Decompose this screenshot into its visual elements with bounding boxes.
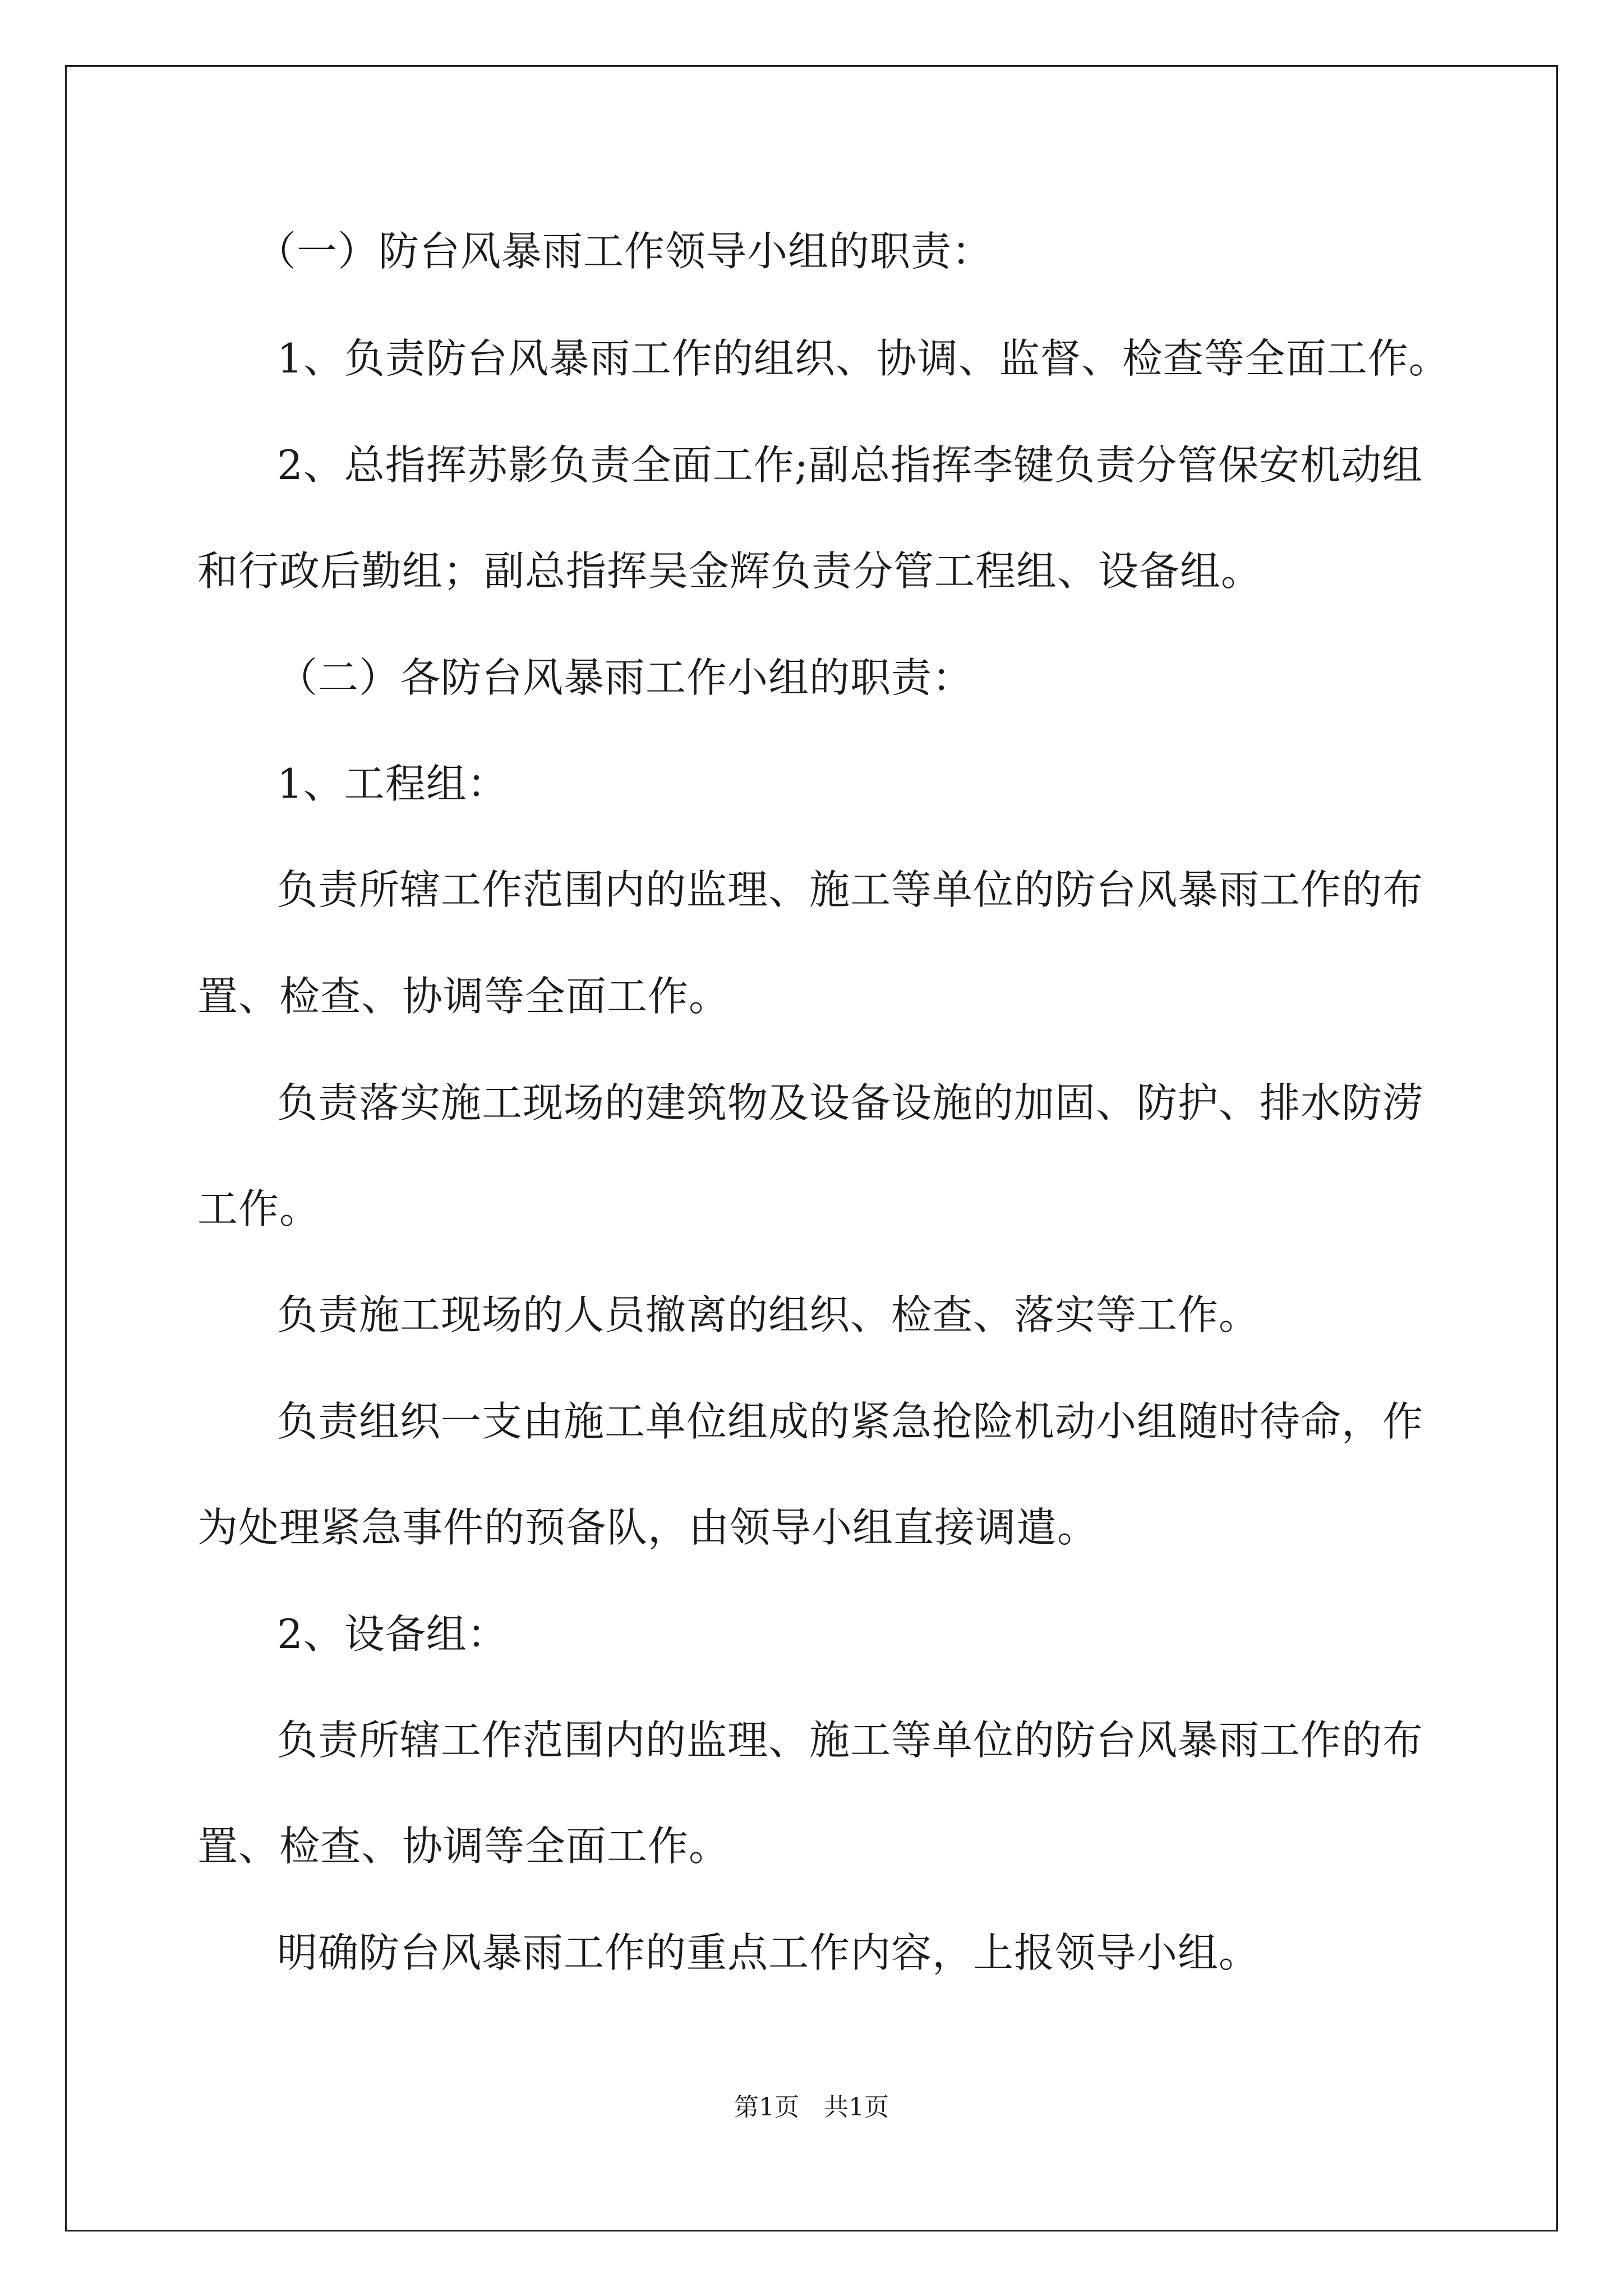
subsection-heading: 2、设备组： [277,1611,508,1658]
paragraph-line: 负责所辖工作范围内的监理、施工等单位的防台风暴雨工作的布 [277,866,1424,913]
paragraph-line: 工作。 [197,1185,321,1232]
page-footer [0,2095,1623,2120]
paragraph-line: 为处理紧急事件的预备队，由领导小组直接调遣。 [197,1504,1099,1551]
paragraph-line: 置、检查、协调等全面工作。 [197,973,730,1020]
subsection-heading: 1、工程组： [277,760,508,807]
paragraph-line: 和行政后勤组；副总指挥吴金辉负责分管工程组、设备组。 [197,547,1262,595]
paragraph-line: 2、总指挥苏影负责全面工作;副总指挥李键负责分管保安机动组 [277,441,1423,489]
paragraph-line: 负责所辖工作范围内的监理、施工等单位的防台风暴雨工作的布 [277,1717,1424,1764]
page-number: 第1页 共1页 [734,2093,889,2122]
paragraph-line: 明确防台风暴雨工作的重点工作内容，上报领导小组。 [277,1929,1260,1976]
section-heading-2: （二）各防台风暴雨工作小组的职责： [277,654,974,701]
paragraph-line: 负责施工现场的人员撤离的组织、检查、落实等工作。 [277,1291,1260,1338]
paragraph-line: 置、检查、协调等全面工作。 [197,1823,730,1870]
page-border [65,65,1558,2231]
section-heading-1: （一）防台风暴雨工作领导小组的职责： [256,228,993,275]
paragraph-line: 1、负责防台风暴雨工作的组织、协调、监督、检查等全面工作。 [277,335,1450,382]
paragraph-line: 负责落实施工现场的建筑物及设备设施的加固、防护、排水防涝 [277,1079,1424,1126]
paragraph-line: 负责组织一支由施工单位组成的紧急抢险机动小组随时待命，作 [277,1398,1424,1445]
